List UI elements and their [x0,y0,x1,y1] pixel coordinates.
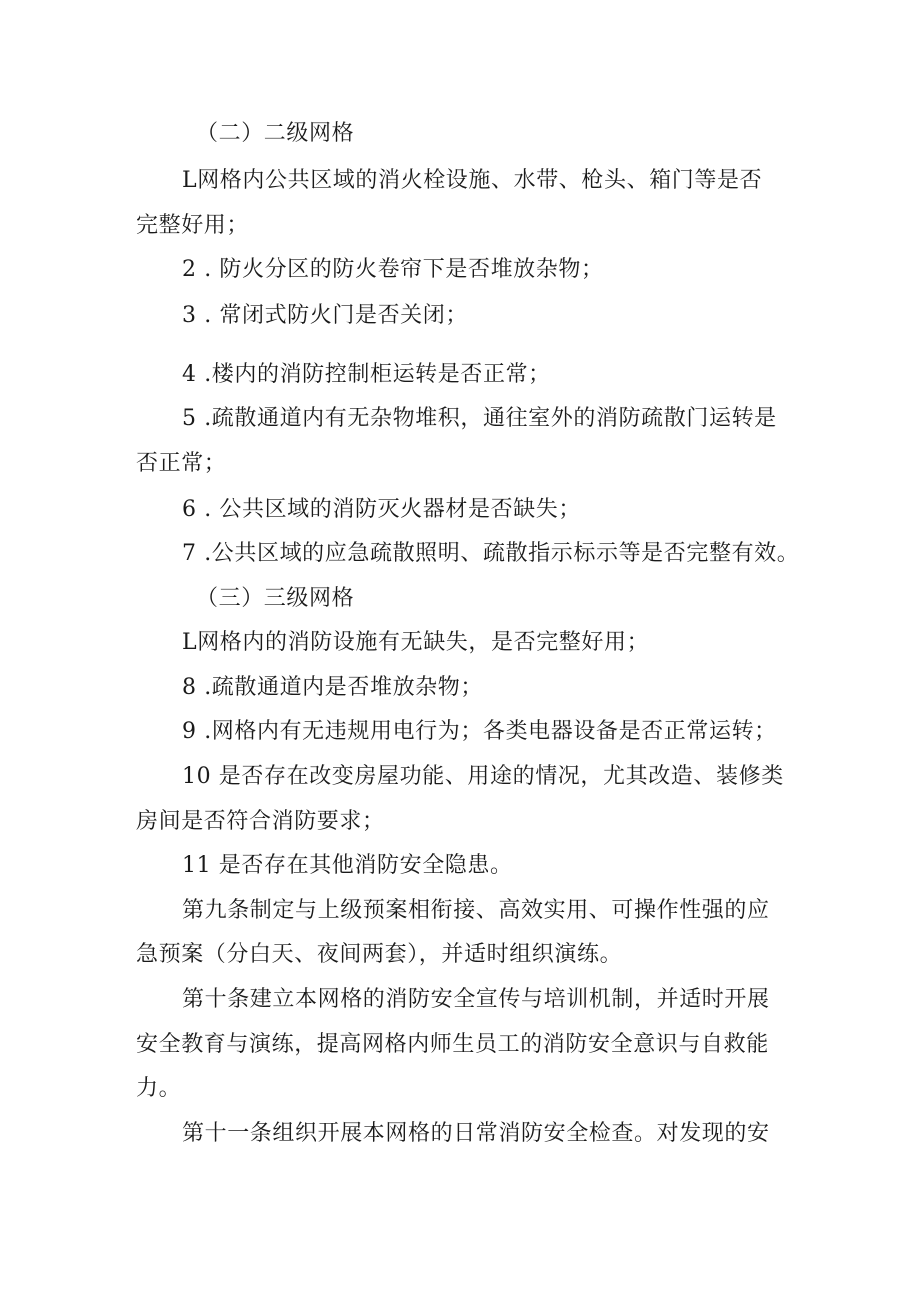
paragraph-line: 房间是否符合消防要求； [136,809,385,834]
paragraph-line: 3 . 常闭式防火门是否关闭； [182,303,468,328]
paragraph-line: 10 是否存在改变房屋功能、用途的情况，尤其改造、装修类 [182,764,784,789]
paragraph-line: 2 . 防火分区的防火卷帘下是否堆放杂物； [182,257,604,282]
section-heading-level-3: （三）三级网格 [196,586,355,611]
paragraph-line: 4 .楼内的消防控制柜运转是否正常； [182,362,551,387]
paragraph-line: 5 .疏散通道内有无杂物堆积，通往室外的消防疏散门运转是 [182,406,777,431]
paragraph-line: L网格内公共区域的消火栓设施、水带、枪头、箱门等是否 [182,168,763,193]
paragraph-line: 完整好用； [136,213,250,238]
paragraph-line: 6 . 公共区域的消防灭火器材是否缺失； [182,497,581,522]
paragraph-line: 力。 [136,1076,182,1101]
paragraph-line: 8 .疏散通道内是否堆放杂物； [182,675,483,700]
paragraph-line: L网格内的消防设施有无缺失，是否完整好用； [182,630,650,655]
paragraph-line: 否正常； [136,451,227,476]
paragraph-line: 9 .网格内有无违规用电行为；各类电器设备是否正常运转； [182,719,777,744]
article-11-line: 第十一条组织开展本网格的日常消防安全检查。对发现的安 [182,1121,770,1146]
paragraph-line: 11 是否存在其他消防安全隐患。 [182,853,513,878]
paragraph-line: 7 .公共区域的应急疏散照明、疏散指示标示等是否完整有效。 [182,541,800,566]
section-heading-level-2: （二）二级网格 [196,121,355,146]
paragraph-line: 急预案（分白天、夜间两套），并适时组织演练。 [136,942,623,967]
article-9-line: 第九条制定与上级预案相衔接、高效实用、可操作性强的应 [182,898,770,923]
paragraph-line: 安全教育与演练，提高网格内师生员工的消防安全意识与自救能 [136,1032,769,1057]
article-10-line: 第十条建立本网格的消防安全宣传与培训机制，并适时开展 [182,987,770,1012]
